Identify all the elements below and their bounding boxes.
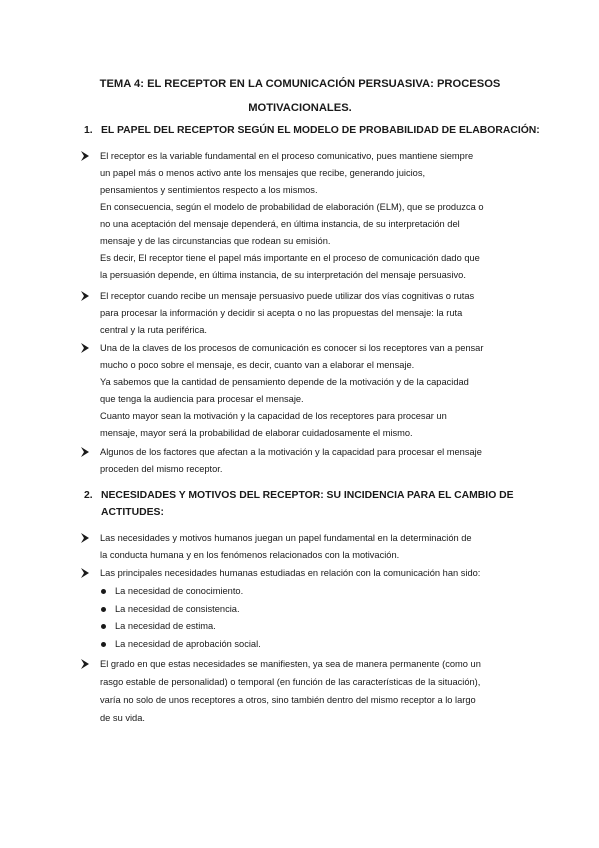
- arrow-bullet-icon: [80, 290, 90, 302]
- paragraph-line: mucho o poco sobre el mensaje, es decir, cuanto van a elaborar el mensaje.: [100, 360, 415, 370]
- paragraph-line: un papel más o menos activo ante los mensajes que recibe, generando juicios,: [100, 168, 426, 178]
- paragraph-line: En consecuencia, según el modelo de probabilidad de elaboración (ELM), que se produzca o: [100, 202, 484, 212]
- paragraph-line: Cuanto mayor sean la motivación y la capacidad de los receptores para procesar un: [100, 411, 447, 421]
- arrow-bullet-icon: [80, 342, 90, 354]
- paragraph-line: rasgo estable de personalidad) o temporal (en función de las características de la situación),: [100, 677, 481, 687]
- paragraph-line: mensaje, mayor será la probabilidad de elaborar cuidadosamente el mismo.: [100, 428, 413, 438]
- round-bullet-icon: [101, 642, 106, 647]
- paragraph-line: Las necesidades y motivos humanos juegan un papel fundamental en la determinación de: [100, 533, 472, 543]
- paragraph-line: proceden del mismo receptor.: [100, 464, 223, 474]
- paragraph-line: Ya sabemos que la cantidad de pensamiento depende de la motivación y de la capacidad: [100, 377, 469, 387]
- paragraph-line: de su vida.: [100, 713, 145, 723]
- paragraph-line: Es decir, El receptor tiene el papel más importante en el proceso de comunicación dado que: [100, 253, 480, 263]
- list-item: La necesidad de aprobación social.: [115, 639, 261, 649]
- list-item: La necesidad de conocimiento.: [115, 586, 244, 596]
- section-heading-text: NECESIDADES Y MOTIVOS DEL RECEPTOR: SU INCIDENCIA PARA EL CAMBIO DE: [101, 490, 514, 501]
- list-item: La necesidad de estima.: [115, 621, 216, 631]
- paragraph-line: Algunos de los factores que afectan a la motivación y la capacidad para procesar el mensaje: [100, 447, 482, 457]
- section-heading-text: EL PAPEL DEL RECEPTOR SEGÚN EL MODELO DE PROBABILIDAD DE ELABORACIÓN:: [101, 125, 540, 136]
- section-2-heading-line-2: ACTITUDES:: [101, 507, 164, 518]
- paragraph-line: El receptor es la variable fundamental en el proceso comunicativo, pues mantiene siempre: [100, 151, 474, 161]
- list-item: La necesidad de consistencia.: [115, 604, 240, 614]
- paragraph-line: no una aceptación del mensaje dependerá, en última instancia, de su interpretación del: [100, 219, 460, 229]
- paragraph-line: Las principales necesidades humanas estudiadas en relación con la comunicación han sido:: [100, 568, 481, 578]
- document-title: [60, 72, 540, 120]
- paragraph-line: El grado en que estas necesidades se manifiesten, ya sea de manera permanente (como un: [100, 659, 481, 669]
- paragraph-line: mensaje y de las circunstancias que rodean su emisión.: [100, 236, 331, 246]
- paragraph-line: varía no solo de unos receptores a otros, sino también dentro del mismo receptor a lo largo: [100, 695, 476, 705]
- arrow-bullet-icon: [80, 658, 90, 670]
- round-bullet-icon: [101, 589, 106, 594]
- paragraph-line: la conducta humana y en los fenómenos relacionados con la motivación.: [100, 550, 400, 560]
- section-number: 1.: [84, 125, 93, 136]
- arrow-bullet-icon: [80, 446, 90, 458]
- arrow-bullet-icon: [80, 150, 90, 162]
- title-line-2: MOTIVACIONALES.: [248, 102, 352, 114]
- section-number: 2.: [84, 490, 93, 501]
- arrow-bullet-icon: [80, 567, 90, 579]
- paragraph-line: Una de la claves de los procesos de comunicación es conocer si los receptores van a pensar: [100, 343, 484, 353]
- paragraph-line: que tenga la audiencia para procesar el mensaje.: [100, 394, 304, 404]
- paragraph-line: El receptor cuando recibe un mensaje persuasivo puede utilizar dos vías cognitivas o rutas: [100, 291, 475, 301]
- title-line-1: TEMA 4: EL RECEPTOR EN LA COMUNICACIÓN PERSUASIVA: PROCESOS: [99, 78, 501, 90]
- round-bullet-icon: [101, 624, 106, 629]
- paragraph-line: central y la ruta periférica.: [100, 325, 207, 335]
- paragraph-line: para procesar la información y decidir si acepta o no las propuestas del mensaje: la ruta: [100, 308, 463, 318]
- arrow-bullet-icon: [80, 532, 90, 544]
- paragraph-line: pensamientos y sentimientos respecto a los mismos.: [100, 185, 318, 195]
- round-bullet-icon: [101, 607, 106, 612]
- paragraph-line: la persuasión depende, en última instancia, de su interpretación del mensaje persuasivo.: [100, 270, 466, 280]
